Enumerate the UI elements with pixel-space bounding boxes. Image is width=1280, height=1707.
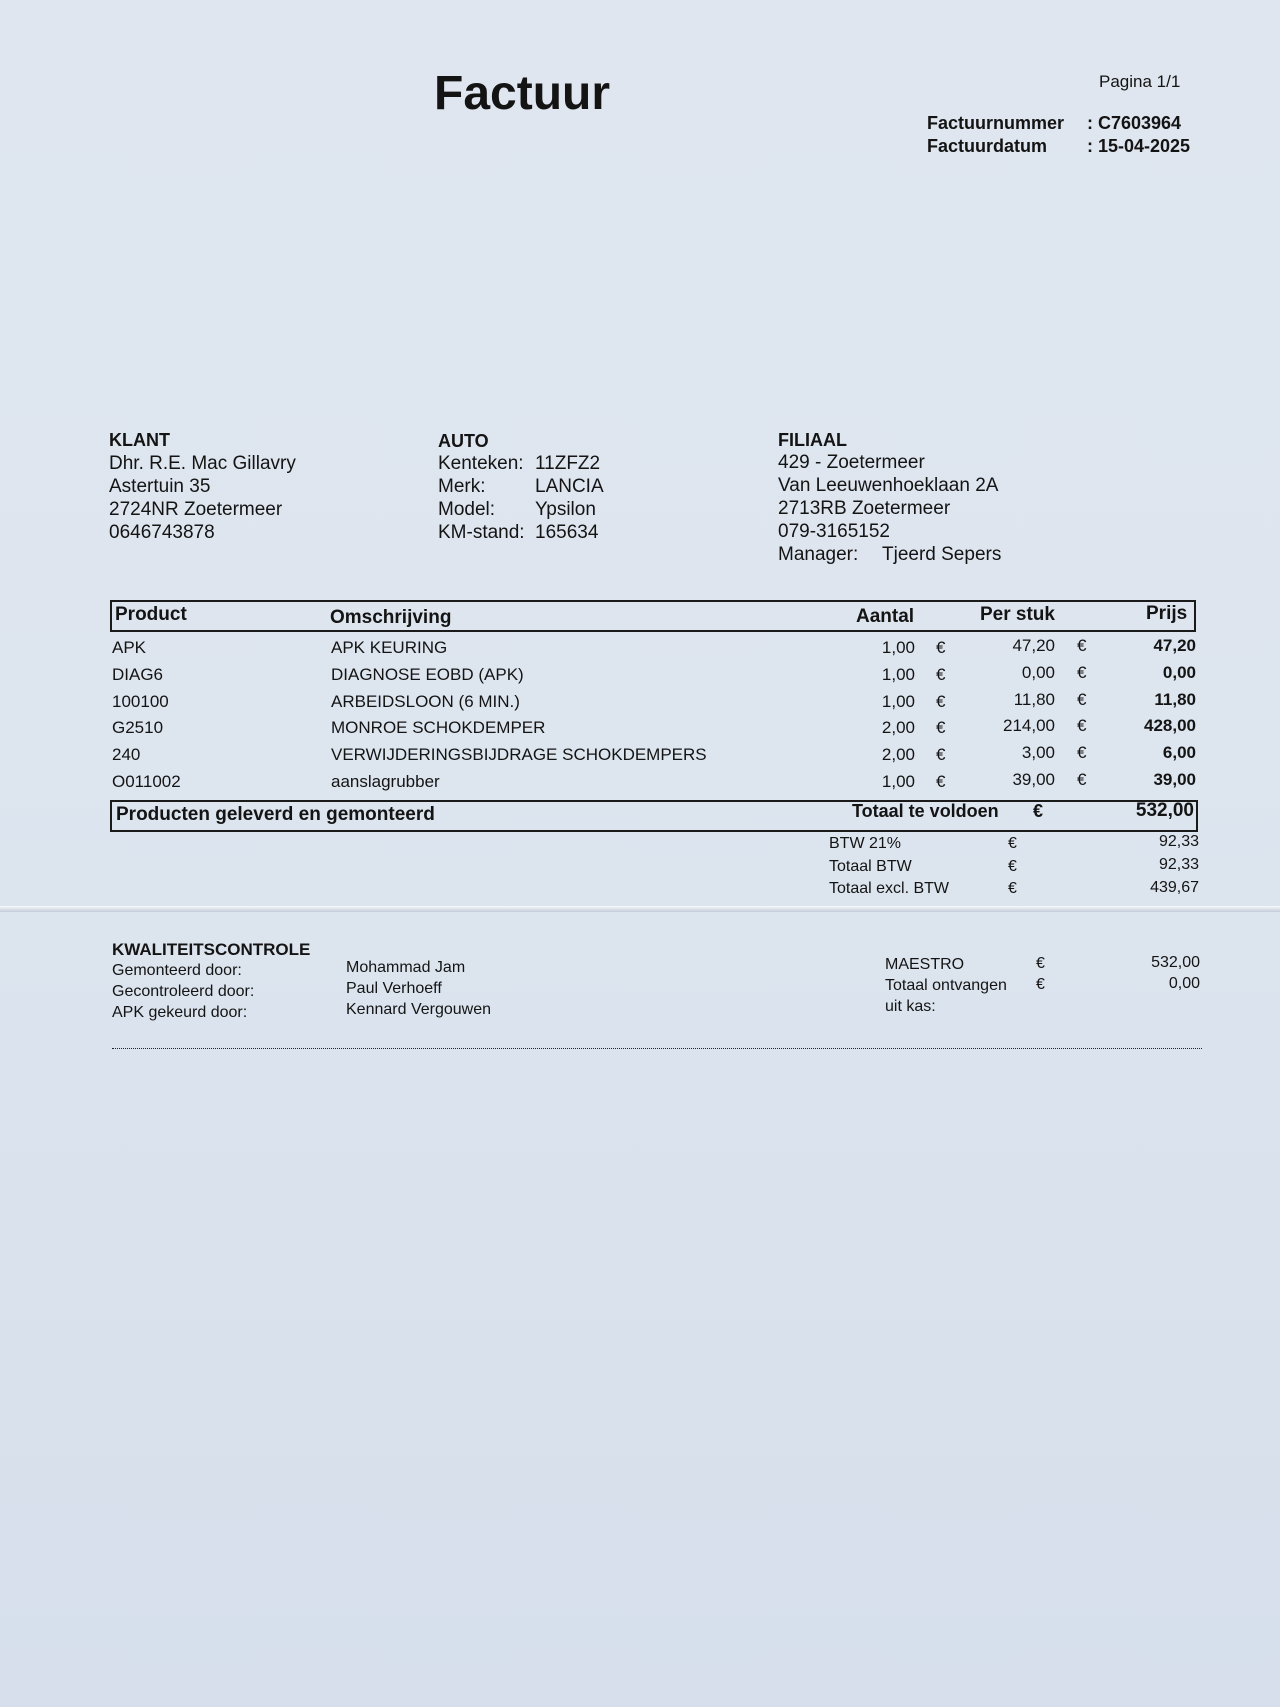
row-currency: € — [1077, 716, 1087, 735]
mounted-by-value: Mohammad Jam — [346, 959, 466, 976]
row-per-stuk: 214,00 — [1003, 716, 1055, 735]
row-omschrijving: VERWIJDERINGSBIJDRAGE SCHOKDEMPERS — [331, 745, 707, 764]
client-heading: KLANT — [109, 430, 170, 450]
vat-total-value: 92,33 — [1158, 856, 1199, 873]
quality-heading: KWALITEITSCONTROLE — [112, 940, 311, 959]
dotted-divider — [112, 1048, 1202, 1049]
col-product: Product — [115, 604, 187, 625]
car-model-value: Ypsilon — [535, 499, 596, 520]
row-product: DIAG6 — [112, 665, 164, 684]
branch-postcode: 2713RB Zoetermeer — [778, 498, 951, 519]
invoice-date-value: : 15-04-2025 — [1087, 136, 1191, 156]
row-prijs: 11,80 — [1154, 690, 1196, 709]
row-omschrijving: APK KEURING — [331, 638, 448, 657]
col-prijs: Prijs — [1146, 603, 1188, 624]
branch-manager-label: Manager: — [778, 544, 859, 565]
row-product: 100100 — [112, 692, 169, 711]
vat-currency: € — [1008, 835, 1017, 852]
col-aantal: Aantal — [856, 606, 915, 627]
branch-phone: 079-3165152 — [778, 521, 890, 542]
row-per-stuk: 47,20 — [1012, 636, 1055, 655]
row-currency: € — [1077, 743, 1087, 762]
row-currency: € — [936, 638, 946, 657]
branch-name: 429 - Zoetermeer — [778, 452, 925, 473]
row-per-stuk: 11,80 — [1013, 690, 1055, 709]
row-aantal: 2,00 — [881, 718, 915, 737]
client-address: Astertuin 35 — [109, 476, 211, 497]
page-number: Pagina 1/1 — [1099, 72, 1181, 91]
branch-manager-value: Tjeerd Sepers — [882, 544, 1002, 565]
car-brand-value: LANCIA — [535, 476, 604, 497]
apk-by-label: APK gekeurd door: — [112, 1004, 248, 1021]
row-omschrijving: ARBEIDSLOON (6 MIN.) — [331, 692, 520, 711]
vat-value: 92,33 — [1158, 833, 1199, 850]
total-due-value: 532,00 — [1135, 800, 1194, 821]
vat-total-label: Totaal BTW — [829, 858, 912, 875]
delivered-note: Producten geleverd en gemonteerd — [116, 804, 435, 825]
row-product: G2510 — [112, 718, 164, 737]
col-per-stuk: Per stuk — [980, 604, 1055, 625]
apk-by-value: Kennard Vergouwen — [346, 1001, 491, 1018]
row-omschrijving: aanslagrubber — [331, 772, 440, 791]
row-prijs: 39,00 — [1153, 770, 1196, 789]
row-prijs: 6,00 — [1162, 743, 1196, 762]
received-value: 0,00 — [1168, 975, 1200, 992]
car-km-label: KM-stand: — [438, 522, 525, 543]
row-currency: € — [1077, 690, 1087, 709]
row-currency: € — [1077, 770, 1087, 789]
checked-by-value: Paul Verhoeff — [346, 980, 442, 997]
received-label: Totaal ontvangen — [885, 977, 1007, 994]
row-currency: € — [936, 665, 946, 684]
row-omschrijving: DIAGNOSE EOBD (APK) — [331, 665, 524, 684]
row-aantal: 1,00 — [881, 665, 915, 684]
vat-label: BTW 21% — [829, 835, 902, 852]
car-brand-label: Merk: — [438, 476, 486, 497]
car-heading: AUTO — [438, 431, 489, 451]
row-currency: € — [936, 772, 946, 791]
client-phone: 0646743878 — [109, 522, 215, 543]
row-product: O011002 — [112, 772, 181, 791]
client-name: Dhr. R.E. Mac Gillavry — [109, 453, 296, 474]
row-per-stuk: 3,00 — [1021, 743, 1055, 762]
car-plate-value: 11ZFZ2 — [535, 453, 601, 474]
vat-total-currency: € — [1008, 858, 1017, 875]
branch-address: Van Leeuwenhoeklaan 2A — [778, 475, 999, 496]
car-model-label: Model: — [438, 499, 496, 520]
row-per-stuk: 39,00 — [1012, 770, 1055, 789]
row-product: 240 — [112, 745, 141, 764]
row-aantal: 2,00 — [881, 745, 915, 764]
row-per-stuk: 0,00 — [1021, 663, 1055, 682]
paper-fold — [0, 906, 1280, 912]
row-aantal: 1,00 — [881, 692, 915, 711]
branch-heading: FILIAAL — [778, 430, 847, 450]
row-product: APK — [112, 638, 147, 657]
checked-by-label: Gecontroleerd door: — [112, 983, 255, 1000]
row-aantal: 1,00 — [881, 772, 915, 791]
excl-vat-currency: € — [1008, 880, 1017, 897]
row-omschrijving: MONROE SCHOKDEMPER — [331, 718, 546, 737]
maestro-value: 532,00 — [1151, 954, 1200, 971]
client-postcode: 2724NR Zoetermeer — [109, 499, 283, 520]
maestro-currency: € — [1036, 955, 1045, 972]
row-prijs: 47,20 — [1153, 636, 1196, 655]
row-currency: € — [1077, 636, 1087, 655]
invoice-date-label: Factuurdatum — [927, 136, 1048, 156]
row-currency: € — [936, 718, 946, 737]
row-currency: € — [1077, 663, 1087, 682]
col-omschrijving: Omschrijving — [330, 607, 452, 628]
invoice-number-label: Factuurnummer — [927, 113, 1065, 133]
total-due-label: Totaal te voldoen — [852, 801, 999, 821]
row-prijs: 0,00 — [1162, 663, 1196, 682]
maestro-label: MAESTRO — [885, 956, 965, 973]
row-prijs: 428,00 — [1144, 716, 1196, 735]
invoice-number-value: : C7603964 — [1087, 113, 1182, 133]
row-currency: € — [936, 745, 946, 764]
invoice-title: Factuur — [434, 67, 611, 120]
excl-vat-value: 439,67 — [1150, 879, 1199, 896]
total-due-currency: € — [1033, 801, 1044, 821]
received-label-2: uit kas: — [885, 998, 936, 1015]
car-km-value: 165634 — [535, 522, 599, 543]
row-aantal: 1,00 — [881, 638, 915, 657]
row-currency: € — [936, 692, 946, 711]
car-plate-label: Kenteken: — [438, 453, 524, 474]
mounted-by-label: Gemonteerd door: — [112, 962, 242, 979]
excl-vat-label: Totaal excl. BTW — [829, 880, 950, 897]
received-currency: € — [1036, 976, 1045, 993]
